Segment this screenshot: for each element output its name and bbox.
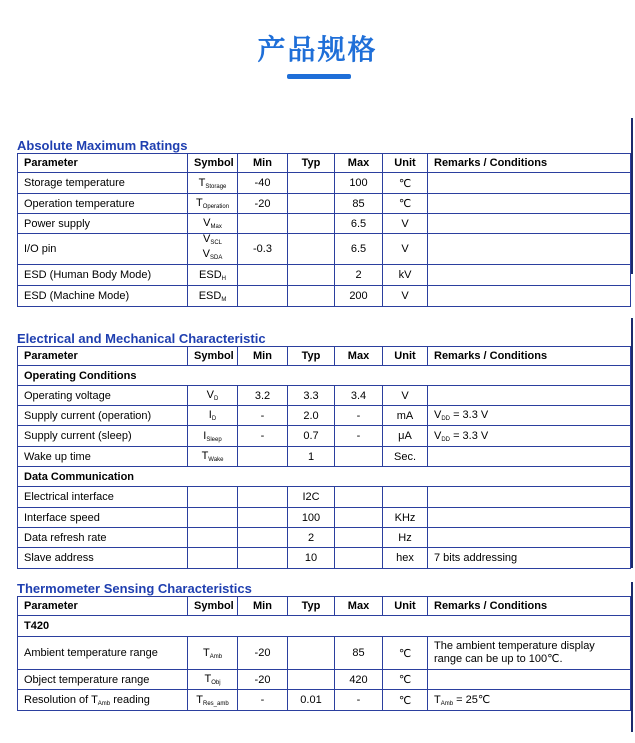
cell-min: -40 — [238, 173, 288, 194]
table-row — [18, 670, 631, 690]
cell-remarks — [428, 386, 631, 406]
cell-min — [238, 286, 288, 307]
cell-max: 3.4 — [335, 386, 383, 406]
cell-symbol: $T_{Wake}$ — [188, 447, 238, 467]
cell-unit: mA — [383, 406, 428, 426]
cell-typ — [288, 194, 335, 214]
cell-unit: Hz — [383, 528, 428, 548]
cell-symbol: $I_D$ — [188, 406, 238, 426]
cell-typ — [288, 670, 335, 690]
cell-typ — [288, 214, 335, 234]
cell-min: - — [238, 690, 288, 711]
section-title-thermometer: Thermometer Sensing Characteristics — [17, 581, 252, 596]
cell-typ: 10 — [288, 548, 335, 569]
table-header-row — [18, 154, 631, 173]
col-header-parameter: Parameter — [18, 597, 188, 616]
col-header-typ: Typ — [288, 154, 335, 173]
cell-min: -20 — [238, 637, 288, 670]
cell-typ: 2.0 — [288, 406, 335, 426]
absolute-ratings-table — [17, 153, 631, 307]
cell-typ — [288, 173, 335, 194]
cell-min: - — [238, 406, 288, 426]
cell-typ: 1 — [288, 447, 335, 467]
table-row — [18, 406, 631, 426]
cell-remarks — [428, 265, 631, 286]
cell-unit: μA — [383, 426, 428, 447]
title-underline — [287, 74, 351, 79]
table-row — [18, 447, 631, 467]
col-header-min: Min — [238, 347, 288, 366]
cell-parameter: Supply current (sleep) — [18, 426, 188, 447]
thermometer-table — [17, 596, 631, 711]
cell-unit — [383, 487, 428, 508]
col-header-min: Min — [238, 597, 288, 616]
cell-unit: Sec. — [383, 447, 428, 467]
col-header-typ: Typ — [288, 597, 335, 616]
cell-min: -20 — [238, 670, 288, 690]
col-header-remarks: Remarks / Conditions — [428, 597, 631, 616]
cell-symbol: $T_{Obj}$ — [188, 670, 238, 690]
page-title: 产品规格 — [257, 33, 378, 66]
cell-min — [238, 487, 288, 508]
cell-symbol: $ESD_M$ — [188, 286, 238, 307]
cell-typ: 0.01 — [288, 690, 335, 711]
cell-max — [335, 528, 383, 548]
table-row — [18, 194, 631, 214]
cell-parameter: Power supply — [18, 214, 188, 234]
col-header-min: Min — [238, 154, 288, 173]
cell-max — [335, 548, 383, 569]
cell-unit: V — [383, 214, 428, 234]
cell-symbol: $ESD_H$ — [188, 265, 238, 286]
cell-max — [335, 487, 383, 508]
cell-max: 6.5 — [335, 214, 383, 234]
cell-remarks: $V_{DD} = 3.3$ V — [428, 426, 631, 447]
table-row — [18, 508, 631, 528]
cell-min — [238, 508, 288, 528]
table-row — [18, 286, 631, 307]
cell-min — [238, 548, 288, 569]
cell-parameter: Wake up time — [18, 447, 188, 467]
cell-symbol — [188, 487, 238, 508]
table-row — [18, 548, 631, 569]
table-row — [18, 690, 631, 711]
cell-parameter: Ambient temperature range — [18, 637, 188, 670]
cell-remarks — [428, 508, 631, 528]
col-header-unit: Unit — [383, 597, 428, 616]
group-row — [18, 366, 631, 386]
cell-parameter: Electrical interface — [18, 487, 188, 508]
cell-unit: kV — [383, 265, 428, 286]
table-row — [18, 487, 631, 508]
cell-max — [335, 508, 383, 528]
table-row — [18, 234, 631, 265]
cell-remarks — [428, 447, 631, 467]
cell-parameter: Slave address — [18, 548, 188, 569]
cell-symbol: $I_{Sleep}$ — [188, 426, 238, 447]
table-row — [18, 214, 631, 234]
group-label: T420 — [18, 616, 631, 637]
edge-line — [631, 582, 633, 732]
cell-max: 100 — [335, 173, 383, 194]
cell-max: - — [335, 426, 383, 447]
cell-unit: ℃ — [383, 173, 428, 194]
section-title-electrical: Electrical and Mechanical Characteristic — [17, 331, 266, 346]
cell-min: 3.2 — [238, 386, 288, 406]
cell-unit: hex — [383, 548, 428, 569]
col-header-unit: Unit — [383, 347, 428, 366]
col-header-remarks: Remarks / Conditions — [428, 154, 631, 173]
cell-min: -20 — [238, 194, 288, 214]
cell-remarks: $V_{DD} = 3.3$ V — [428, 406, 631, 426]
cell-unit: V — [383, 234, 428, 265]
cell-remarks — [428, 528, 631, 548]
table-header-row — [18, 597, 631, 616]
cell-symbol: $T_{Operation}$ — [188, 194, 238, 214]
cell-max: - — [335, 690, 383, 711]
cell-remarks — [428, 234, 631, 265]
col-header-parameter: Parameter — [18, 347, 188, 366]
cell-parameter: Supply current (operation) — [18, 406, 188, 426]
cell-symbol: $V_{SCL}$ $V_{SDA}$ — [188, 234, 238, 265]
table-row — [18, 265, 631, 286]
group-row — [18, 616, 631, 637]
cell-parameter: ESD (Human Body Mode) — [18, 265, 188, 286]
cell-parameter: I/O pin — [18, 234, 188, 265]
cell-min: - — [238, 426, 288, 447]
group-label: Operating Conditions — [18, 366, 631, 386]
cell-symbol — [188, 528, 238, 548]
cell-unit: ℃ — [383, 194, 428, 214]
cell-parameter: Object temperature range — [18, 670, 188, 690]
cell-symbol: $T_{Res\_amb}$ — [188, 690, 238, 711]
cell-remarks: 7 bits addressing — [428, 548, 631, 569]
electrical-table — [17, 346, 631, 569]
cell-typ — [288, 637, 335, 670]
cell-unit: ℃ — [383, 670, 428, 690]
cell-parameter: Data refresh rate — [18, 528, 188, 548]
cell-symbol: $T_{Amb}$ — [188, 637, 238, 670]
cell-parameter: Operation temperature — [18, 194, 188, 214]
col-header-unit: Unit — [383, 154, 428, 173]
cell-typ: I2C — [288, 487, 335, 508]
cell-typ — [288, 234, 335, 265]
cell-max: 85 — [335, 194, 383, 214]
col-header-remarks: Remarks / Conditions — [428, 347, 631, 366]
cell-remarks — [428, 194, 631, 214]
section-title-absolute: Absolute Maximum Ratings — [17, 138, 188, 153]
cell-typ: 0.7 — [288, 426, 335, 447]
cell-max: 2 — [335, 265, 383, 286]
cell-symbol: $V_{Max}$ — [188, 214, 238, 234]
cell-remarks — [428, 670, 631, 690]
cell-remarks: $T_{Amb}$ = 25℃ — [428, 690, 631, 711]
cell-min — [238, 214, 288, 234]
cell-typ: 2 — [288, 528, 335, 548]
col-header-max: Max — [335, 154, 383, 173]
cell-max: 420 — [335, 670, 383, 690]
table-row — [18, 637, 631, 670]
col-header-parameter: Parameter — [18, 154, 188, 173]
cell-min — [238, 447, 288, 467]
cell-symbol — [188, 508, 238, 528]
cell-typ — [288, 286, 335, 307]
cell-unit: ℃ — [383, 690, 428, 711]
cell-max: 200 — [335, 286, 383, 307]
cell-symbol: $T_{Storage}$ — [188, 173, 238, 194]
table-row — [18, 426, 631, 447]
col-header-max: Max — [335, 347, 383, 366]
cell-unit: ℃ — [383, 637, 428, 670]
edge-line — [631, 318, 633, 568]
col-header-symbol: Symbol — [188, 154, 238, 173]
cell-min: -0.3 — [238, 234, 288, 265]
cell-parameter: ESD (Machine Mode) — [18, 286, 188, 307]
table-row — [18, 528, 631, 548]
table-row — [18, 173, 631, 194]
cell-max: - — [335, 406, 383, 426]
col-header-symbol: Symbol — [188, 347, 238, 366]
table-row — [18, 386, 631, 406]
cell-unit: V — [383, 286, 428, 307]
cell-symbol: $V_D$ — [188, 386, 238, 406]
cell-max — [335, 447, 383, 467]
table-header-row — [18, 347, 631, 366]
col-header-max: Max — [335, 597, 383, 616]
cell-unit: KHz — [383, 508, 428, 528]
col-header-typ: Typ — [288, 347, 335, 366]
cell-remarks — [428, 173, 631, 194]
cell-parameter: Operating voltage — [18, 386, 188, 406]
cell-max: 6.5 — [335, 234, 383, 265]
cell-min — [238, 265, 288, 286]
cell-min — [238, 528, 288, 548]
cell-remarks: The ambient temperature display range can be up to 100℃. — [428, 637, 631, 670]
cell-typ: 100 — [288, 508, 335, 528]
group-label: Data Communication — [18, 467, 631, 487]
cell-parameter: Storage temperature — [18, 173, 188, 194]
cell-max: 85 — [335, 637, 383, 670]
cell-typ — [288, 265, 335, 286]
cell-typ: 3.3 — [288, 386, 335, 406]
cell-symbol — [188, 548, 238, 569]
cell-parameter: Interface speed — [18, 508, 188, 528]
cell-remarks — [428, 214, 631, 234]
cell-remarks — [428, 286, 631, 307]
cell-parameter: Resolution of $T_{Amb}$ reading — [18, 690, 188, 711]
group-row — [18, 467, 631, 487]
cell-unit: V — [383, 386, 428, 406]
edge-line — [631, 118, 633, 274]
col-header-symbol: Symbol — [188, 597, 238, 616]
cell-remarks — [428, 487, 631, 508]
